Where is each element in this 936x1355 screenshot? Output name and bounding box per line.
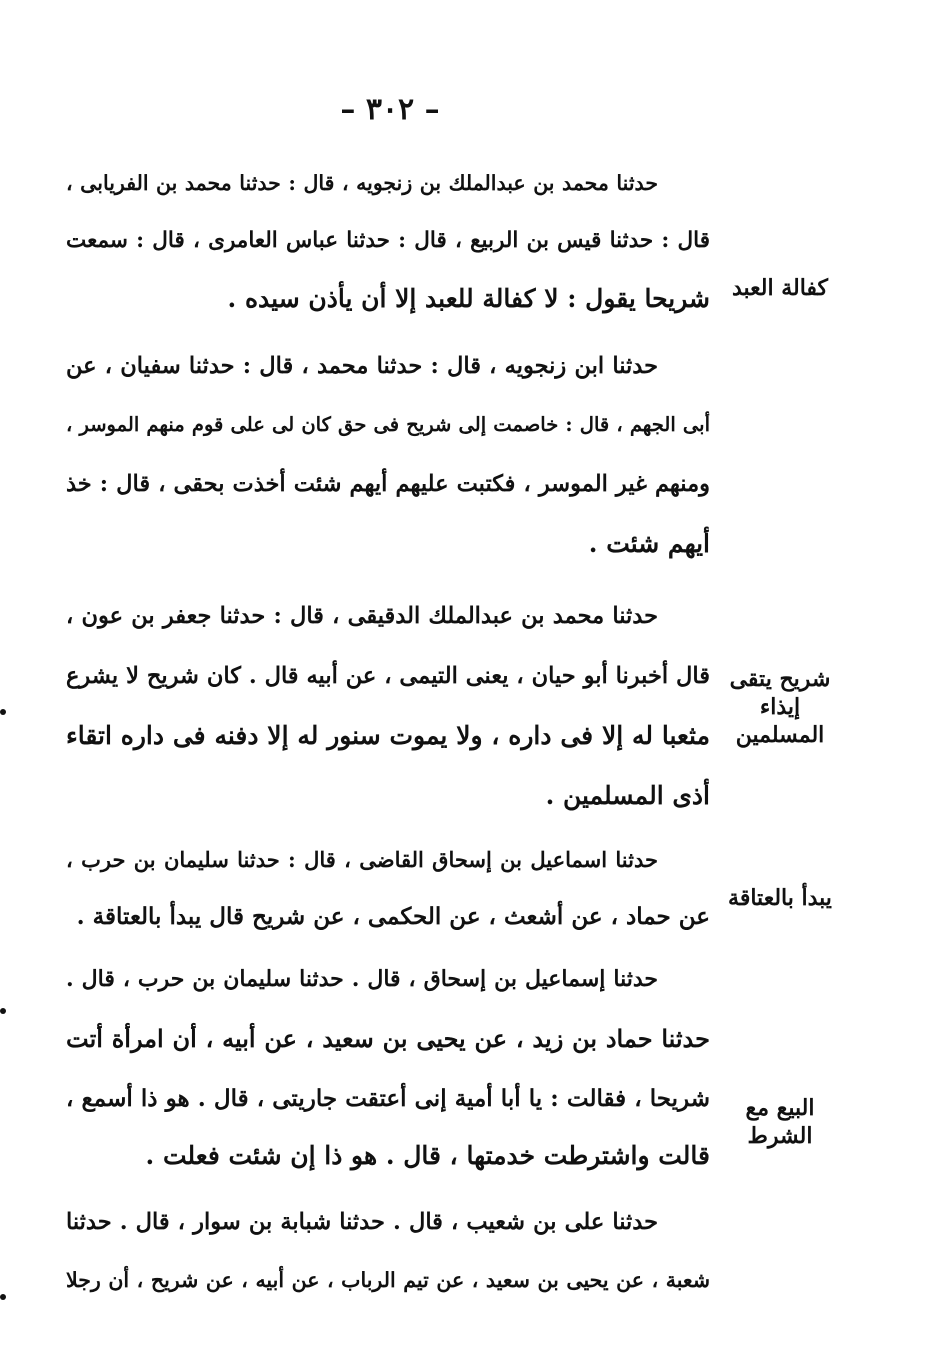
text-line: حدثنا محمد بن عبدالملك الدقيقى ، قال : حدثنا جعفر بن عون ، <box>66 603 658 629</box>
text-line: قالت واشترطت خدمتها ، قال . هو ذا إن شئت فعلت . <box>145 1141 710 1170</box>
margin-note <box>724 1094 836 1150</box>
text-line: شريحا يقول : لا كفالة للعبد إلا أن يأذن سيده . <box>227 284 710 313</box>
scan-mark <box>0 709 6 715</box>
text-line: حدثنا محمد بن عبدالملك بن زنجويه ، قال : حدثنا محمد بن الفريابى ، <box>66 171 658 195</box>
text-line: مثعبا له إلا فى داره ، ولا يموت سنور له إلا دفنه فى داره اتقاء <box>66 721 710 750</box>
text-line: حدثنا إسماعيل بن إسحاق ، قال . حدثنا سليمان بن حرب ، قال . <box>66 966 658 992</box>
margin-note-line: الشرط <box>747 1123 813 1149</box>
text-line: قال : حدثنا قيس بن الربيع ، قال : حدثنا عباس العامرى ، قال : سمعت <box>66 228 710 253</box>
margin-note <box>724 884 836 912</box>
text-line: ومنهم غير الموسر ، فكتبت عليهم أيهم شئت أخذت بحقى ، قال : خذ <box>66 471 710 497</box>
text-line: عن حماد ، عن أشعث ، عن الحكمى ، عن شريح قال يبدأ بالعتاقة . <box>76 903 710 930</box>
margin-note <box>724 274 836 302</box>
text-line: حدثنا على بن شعيب ، قال . حدثنا شبابة بن سوار ، قال . حدثنا <box>66 1209 658 1235</box>
text-line: حدثنا اسماعيل بن إسحاق القاضى ، قال : حدثنا سليمان بن حرب ، <box>66 847 658 872</box>
text-line: حدثنا ابن زنجويه ، قال : حدثنا محمد ، قال : حدثنا سفيان ، عن <box>66 353 658 379</box>
text-line: أبى الجهم ، قال : خاصمت إلى شريح فى حق كان لى على قوم منهم الموسر ، <box>66 413 710 436</box>
margin-note-line: شريح يتقى <box>729 666 831 692</box>
text-line: شريحا ، فقالت : يا أبا أمية إنى أعتقت جاريتى ، قال . هو ذا أسمع ، <box>66 1085 710 1112</box>
scan-mark <box>0 1294 6 1300</box>
page-number: – ٣٠٢ – <box>340 92 440 127</box>
margin-note-line: كفالة العبد <box>731 275 829 301</box>
text-line: أيهم شئت . <box>588 529 710 558</box>
scan-mark <box>0 1008 6 1014</box>
margin-note <box>724 665 836 749</box>
text-line: قال أخبرنا أبو حيان ، يعنى التيمى ، عن أبيه قال . كان شريح لا يشرع <box>66 663 710 689</box>
margin-note-line: البيع مع <box>745 1095 815 1121</box>
margin-note-line: يبدأ بالعتاقة <box>728 885 832 911</box>
text-line: أذى المسلمين . <box>545 781 710 810</box>
text-line: شعبة ، عن يحيى بن سعيد ، عن تيم الرباب ، عن أبيه ، عن شريح ، أن رجلا <box>66 1268 710 1292</box>
text-line: حدثنا حماد بن زيد ، عن يحيى بن سعيد ، عن أبيه ، أن امرأة أتت <box>66 1024 710 1053</box>
margin-note-line: إيذاء المسلمين <box>735 694 825 748</box>
